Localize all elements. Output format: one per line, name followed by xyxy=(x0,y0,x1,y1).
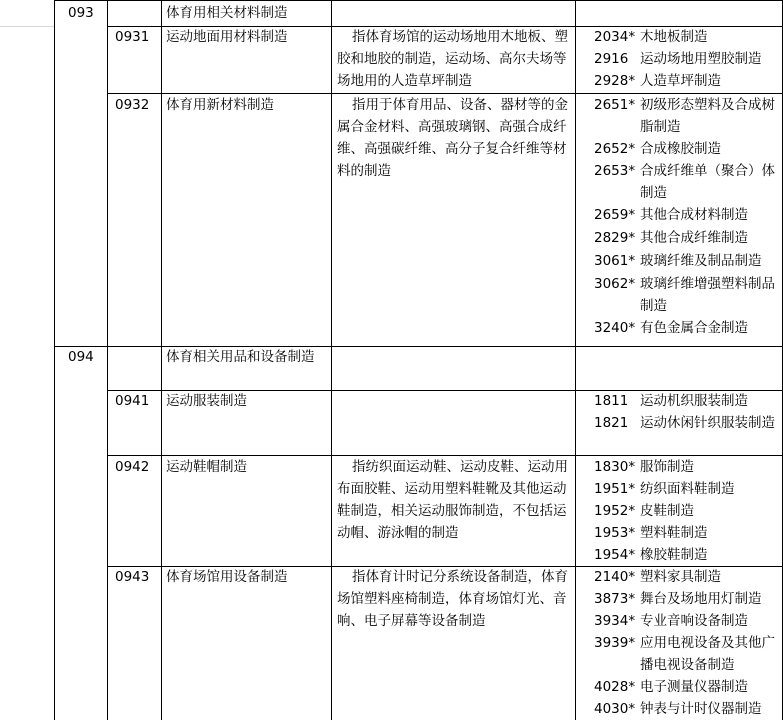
std-code-name: 专业音响设备制造 xyxy=(640,613,748,629)
grid-line xyxy=(107,0,108,720)
std-code-name: 其他合成材料制造 xyxy=(640,207,748,223)
std-code-item xyxy=(580,250,780,273)
std-code: 2652* xyxy=(594,141,636,157)
std-code-list xyxy=(580,566,780,720)
grid-line xyxy=(161,0,162,720)
subcategory-description: 指体育计时记分系统设备制造，体育场馆塑料座椅制造，体育场馆灯光、音响、电子屏幕等设备制造 xyxy=(337,569,568,629)
subcategory-name: 运动地面用材料制造 xyxy=(166,29,288,45)
std-code-name: 合成纤维单（聚合）体制造 xyxy=(640,163,775,201)
std-code-list xyxy=(580,456,780,566)
std-code: 2829* xyxy=(594,230,636,246)
std-code: 2140* xyxy=(594,569,636,585)
std-code-name: 电子测量仪器制造 xyxy=(640,679,748,695)
subcategory-name: 运动服装制造 xyxy=(166,393,247,409)
std-code: 3939* xyxy=(594,635,636,651)
std-code-item xyxy=(580,478,780,500)
std-code-name: 木地板制造 xyxy=(640,29,708,45)
std-code-item xyxy=(580,204,780,227)
std-code-item xyxy=(580,544,780,566)
std-code-name: 运动机织服装制造 xyxy=(640,393,748,409)
subcategory-code: 0931 xyxy=(115,29,150,45)
std-code: 3061* xyxy=(594,253,636,269)
std-code-list xyxy=(580,26,780,92)
std-code: 2034* xyxy=(594,29,636,45)
std-code: 3873* xyxy=(594,591,636,607)
std-code: 2659* xyxy=(594,207,636,223)
subcategory-name: 体育场馆用设备制造 xyxy=(166,569,288,585)
std-code-item xyxy=(580,390,780,412)
std-code-item xyxy=(580,456,780,478)
std-code: 2928* xyxy=(594,73,636,89)
std-code-name: 人造草坪制造 xyxy=(640,73,721,89)
std-code-item xyxy=(580,70,780,92)
grid-line xyxy=(54,0,782,1)
std-code-item xyxy=(580,500,780,522)
std-code: 1811 xyxy=(594,393,629,409)
std-code-name: 服饰制造 xyxy=(640,459,694,475)
subcategory-code: 0942 xyxy=(115,459,150,475)
std-code-name: 合成橡胶制造 xyxy=(640,141,721,157)
grid-line xyxy=(331,0,332,720)
grid-line xyxy=(54,0,55,720)
std-code: 1821 xyxy=(594,415,629,431)
subcategory-name: 运动鞋帽制造 xyxy=(166,459,247,475)
category-code: 094 xyxy=(68,349,94,365)
std-code-item xyxy=(580,138,780,160)
std-code-name: 玻璃纤维及制品制造 xyxy=(640,253,762,269)
std-code-item xyxy=(580,94,780,138)
std-code-item xyxy=(580,676,780,698)
std-code: 4030* xyxy=(594,701,636,717)
std-code: 4028* xyxy=(594,679,636,695)
std-code-name: 皮鞋制造 xyxy=(640,503,694,519)
category-name: 体育用相关材料制造 xyxy=(166,5,288,21)
std-code-item xyxy=(580,160,780,204)
std-code: 3062* xyxy=(594,276,636,292)
std-code-item xyxy=(580,632,780,676)
std-code-name: 应用电视设备及其他广播电视设备制造 xyxy=(640,635,775,673)
grid-line xyxy=(54,346,782,347)
subcategory-code: 0932 xyxy=(115,97,150,113)
std-code-item xyxy=(580,610,780,632)
std-code-item xyxy=(580,588,780,610)
std-code-list xyxy=(580,94,780,339)
grid-line xyxy=(575,0,576,720)
std-code: 2653* xyxy=(594,163,636,179)
std-code-list xyxy=(580,390,780,456)
std-code-name: 运动休闲针织服装制造 xyxy=(640,415,775,431)
std-code-item xyxy=(580,26,780,48)
std-code: 1954* xyxy=(594,547,636,563)
subcategory-code: 0943 xyxy=(115,569,150,585)
std-code: 2916 xyxy=(594,51,629,67)
subcategory-description: 指纺织面运动鞋、运动皮鞋、运动用布面胶鞋、运动用塑料鞋靴及其他运动鞋制造，相关运动服饰制造，不包括运动帽、游泳帽的制造 xyxy=(337,459,568,541)
std-code-name: 初级形态塑料及合成树脂制造 xyxy=(640,97,775,135)
std-code: 2651* xyxy=(594,97,636,113)
subcategory-description: 指用于体育用品、设备、器材等的金属合金材料、高强玻璃钢、高强合成纤维、高强碳纤维、高分子复合纤维等材料的制造 xyxy=(337,97,568,179)
std-code-name: 钟表与计时仪器制造 xyxy=(640,701,762,717)
std-code-name: 有色金属合金制造 xyxy=(640,320,748,336)
subcategory-code: 0941 xyxy=(115,393,150,409)
std-code: 1952* xyxy=(594,503,636,519)
std-code: 3934* xyxy=(594,613,636,629)
grid-line xyxy=(0,26,54,27)
std-code-name: 舞台及场地用灯制造 xyxy=(640,591,762,607)
std-code-item xyxy=(580,317,780,339)
category-name: 体育相关用品和设备制造 xyxy=(166,349,315,365)
std-code-name: 其他合成纤维制造 xyxy=(640,230,748,246)
std-code-item xyxy=(580,227,780,250)
std-code: 1830* xyxy=(594,459,636,475)
std-code-name: 橡胶鞋制造 xyxy=(640,547,708,563)
std-code-item xyxy=(580,412,780,456)
std-code-item xyxy=(580,522,780,544)
std-code: 3240* xyxy=(594,320,636,336)
std-code-name: 运动场地用塑胶制造 xyxy=(640,51,762,67)
std-code: 1953* xyxy=(594,525,636,541)
subcategory-description: 指体育场馆的运动场地用木地板、塑胶和地胶的制造，运动场、高尔夫场等场地用的人造草坪制造 xyxy=(337,29,568,89)
std-code: 1951* xyxy=(594,481,636,497)
std-code-name: 玻璃纤维增强塑料制品制造 xyxy=(640,276,775,314)
std-code-name: 塑料鞋制造 xyxy=(640,525,708,541)
std-code-item xyxy=(580,48,780,70)
category-code: 093 xyxy=(68,5,94,21)
std-code-item xyxy=(580,698,780,720)
std-code-name: 塑料家具制造 xyxy=(640,569,721,585)
subcategory-name: 体育用新材料制造 xyxy=(166,97,274,113)
std-code-item xyxy=(580,273,780,317)
std-code-item xyxy=(580,566,780,588)
std-code-name: 纺织面料鞋制造 xyxy=(640,481,735,497)
